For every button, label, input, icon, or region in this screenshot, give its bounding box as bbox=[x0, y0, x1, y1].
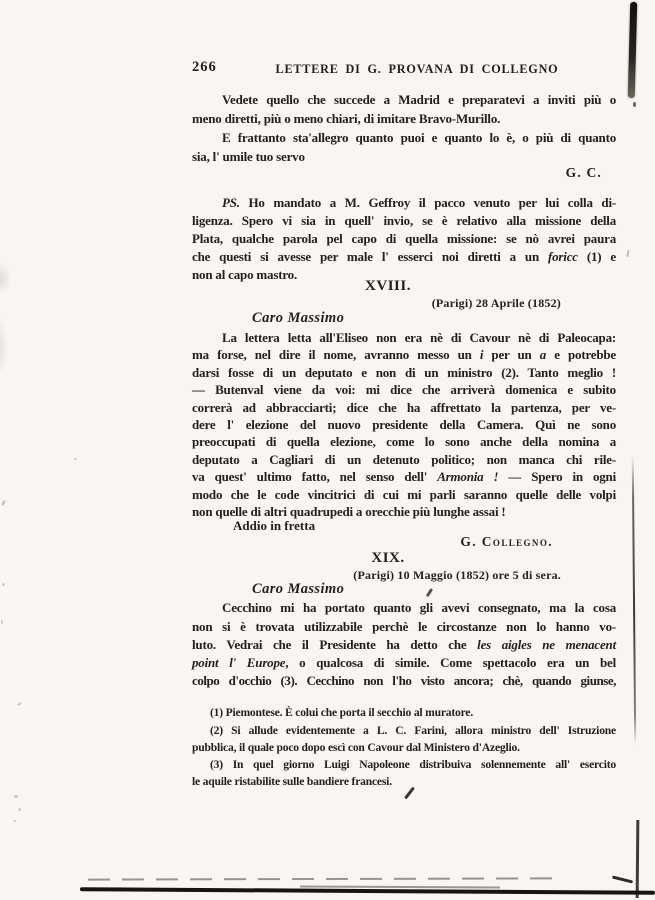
text-line bbox=[192, 618, 616, 636]
ink-streak-top-right-mark bbox=[628, 2, 638, 98]
signature: G. C. bbox=[565, 165, 602, 180]
text-run: pubblica, il quale poco dopo escì con Cavour dal Ministero d'Azeglio. bbox=[192, 740, 520, 754]
page-edge-bottom-shadow bbox=[300, 885, 500, 888]
paper-speck bbox=[74, 458, 77, 460]
text-run: (1) Piemontese. È colui che porta il secchio al muratore. bbox=[210, 706, 474, 720]
page-edge-bottom-thin-line bbox=[88, 877, 558, 880]
italic-text: Armonia ! bbox=[437, 469, 499, 485]
text-run: ma forse, nel dire il nome, avranno messo un bbox=[192, 347, 480, 363]
text-line bbox=[192, 230, 616, 248]
pen-hook-bottom-right bbox=[612, 876, 633, 884]
footnote bbox=[192, 722, 616, 756]
paper-speck bbox=[1, 500, 6, 507]
italic-text: PS. bbox=[222, 195, 240, 210]
text-run: — Butenval viene da voi: mi dice che arriverà domenica e subito bbox=[192, 382, 616, 398]
text-run: non si è trovata utilizzabile perchè le circostanze non lo hanno vo- bbox=[192, 618, 616, 634]
ink-hairline-right-mark bbox=[632, 455, 637, 745]
text-line bbox=[192, 248, 616, 266]
text-line bbox=[192, 346, 616, 363]
footnote bbox=[192, 704, 616, 721]
paragraph bbox=[192, 194, 616, 284]
text-line bbox=[192, 739, 616, 756]
italic-text: les aigles ne menacent bbox=[477, 636, 616, 652]
text-run: dere l' elezione del nuovo presidente della Camera. Quì ne sono bbox=[192, 417, 616, 433]
text-line bbox=[192, 399, 616, 416]
text-line bbox=[192, 416, 616, 433]
text-run: che questi si avesse per male l' esserci noi diretti a un bbox=[192, 249, 548, 264]
text-run: Cecchino mi ha portato quanto gli avevi consegnato, ma la cosa bbox=[222, 600, 616, 616]
paper-speck bbox=[13, 820, 16, 822]
page-edge-bottom-thick-line bbox=[80, 887, 655, 895]
text-run: La lettera letta all'Eliseo non era nè di Cavour nè di Paleocapa: bbox=[222, 330, 616, 345]
text-line bbox=[192, 599, 616, 617]
text-line bbox=[192, 364, 616, 381]
paper-speck bbox=[17, 702, 22, 706]
right-margin-speck bbox=[626, 250, 629, 257]
footnote bbox=[192, 756, 616, 790]
text-run: E frattanto sta'allegro quanto puoi e quanto lo è, o più di quanto bbox=[222, 130, 616, 145]
text-line bbox=[192, 654, 616, 672]
dateline: (Parigi) 28 Aprile (1852) bbox=[431, 296, 561, 310]
text-run: e potrebbe bbox=[546, 347, 616, 363]
salutation: Caro Massimo bbox=[252, 581, 345, 598]
text-line bbox=[192, 90, 616, 109]
text-line bbox=[192, 756, 616, 773]
paper-speck bbox=[18, 808, 21, 811]
ink-dot-mark bbox=[633, 102, 636, 107]
italic-text: point l' Europe bbox=[192, 655, 286, 671]
letter-body bbox=[192, 90, 616, 690]
text-line bbox=[192, 468, 616, 485]
text-run: Vedete quello che succede a Madrid e preparatevi a inviti più o bbox=[222, 92, 616, 107]
closing: Addio in fretta bbox=[233, 518, 316, 534]
italic-text: foricc bbox=[548, 249, 578, 264]
paragraph bbox=[192, 90, 616, 128]
paper-speck bbox=[2, 583, 5, 586]
text-run: colpo d'occhio (3). Cecchino non l'ho visto ancora; chè, quando giunse, bbox=[192, 673, 616, 689]
italic-text: a bbox=[539, 347, 547, 363]
text-run: modo che le code vincitrici di cui mi parli saranno quelle delle volpi bbox=[192, 486, 616, 502]
text-line bbox=[192, 672, 616, 690]
text-run: non al capo mastro. bbox=[192, 267, 298, 282]
text-line bbox=[192, 194, 616, 212]
dateline: (Parigi) 10 Maggio (1852) ore 5 di sera. bbox=[353, 568, 561, 583]
text-run: non quelle di altri quadrupedi a orecchie più lunghe assai ! bbox=[192, 504, 506, 520]
paragraph bbox=[192, 329, 616, 520]
italic-text: i bbox=[479, 347, 484, 363]
text-run: sia, l' umile tuo servo bbox=[192, 149, 305, 164]
page-header bbox=[192, 59, 616, 78]
text-run: — Spero in ogni bbox=[498, 469, 616, 485]
text-line bbox=[192, 704, 616, 721]
text-line bbox=[192, 486, 616, 503]
paper-smudge bbox=[0, 262, 12, 296]
text-run: deputato a Cagliari di un detenuto politico; non manca chi rile- bbox=[192, 451, 616, 467]
text-run: le aquile ristabilite sulle bandiere francesi. bbox=[192, 775, 392, 789]
running-title: LETTERE DI G. PROVANA DI COLLEGNO bbox=[275, 62, 559, 76]
text-line bbox=[192, 329, 616, 346]
page-text-column bbox=[192, 0, 616, 791]
text-line bbox=[192, 636, 616, 654]
text-line bbox=[192, 381, 616, 398]
page-number: 266 bbox=[192, 59, 217, 75]
text-line bbox=[192, 109, 616, 128]
text-line bbox=[192, 722, 616, 739]
text-line bbox=[192, 451, 616, 468]
paper-speck bbox=[1, 620, 3, 624]
text-line bbox=[192, 212, 616, 230]
text-run: preoccupati di quella elezione, come lo sono anche della nomina a bbox=[192, 434, 616, 450]
text-run: meno diretti, più o meno chiari, di imitare Bravo-Murillo. bbox=[192, 111, 501, 126]
text-line bbox=[192, 773, 616, 790]
text-line bbox=[192, 128, 616, 147]
paragraph bbox=[192, 128, 616, 166]
text-run: (2) Si allude evidentemente a L. C. Farini, allora ministro dell' Istruzione bbox=[210, 723, 616, 737]
footnotes bbox=[192, 704, 616, 790]
text-run: ligenza. Spero vi sia in quell' invio, se è relativo alla missione della bbox=[192, 213, 616, 228]
heading: XIX. bbox=[371, 550, 405, 567]
text-run: (3) In quel giorno Luigi Napoleone distribuiva solennemente all' esercito bbox=[210, 758, 616, 772]
text-run: , o qualcosa di simile. Come spettacolo era un bel bbox=[285, 655, 616, 671]
text-run: per un bbox=[483, 347, 540, 363]
salutation: Caro Massimo bbox=[252, 310, 345, 326]
text-run: luto. Vedrai che il Presidente ha detto che bbox=[192, 636, 478, 652]
heading: XVIII. bbox=[365, 278, 411, 294]
text-run: correrà ad abbracciarti; dice che ha affrettato la partenza, per ve- bbox=[192, 399, 616, 415]
text-run: (1) e bbox=[577, 249, 616, 264]
paper-speck bbox=[14, 795, 18, 798]
text-run: Ho mandato a M. Geffroy il pacco venuto per lui colla di- bbox=[239, 195, 616, 210]
paper-smudge bbox=[0, 318, 7, 376]
page-edge-right-line bbox=[636, 820, 639, 898]
text-line bbox=[192, 433, 616, 450]
signature: G. Collegno. bbox=[460, 534, 553, 550]
text-run: Plata, qualche parola pel capo di quella missione: se nò avrei paura bbox=[192, 231, 616, 246]
text-run: va quest' ultimo fatto, nel senso dell' bbox=[192, 469, 438, 485]
text-run: darsi fosse di un deputato e non di un ministro (2). Tanto meglio ! bbox=[192, 364, 616, 380]
paragraph bbox=[192, 599, 616, 690]
